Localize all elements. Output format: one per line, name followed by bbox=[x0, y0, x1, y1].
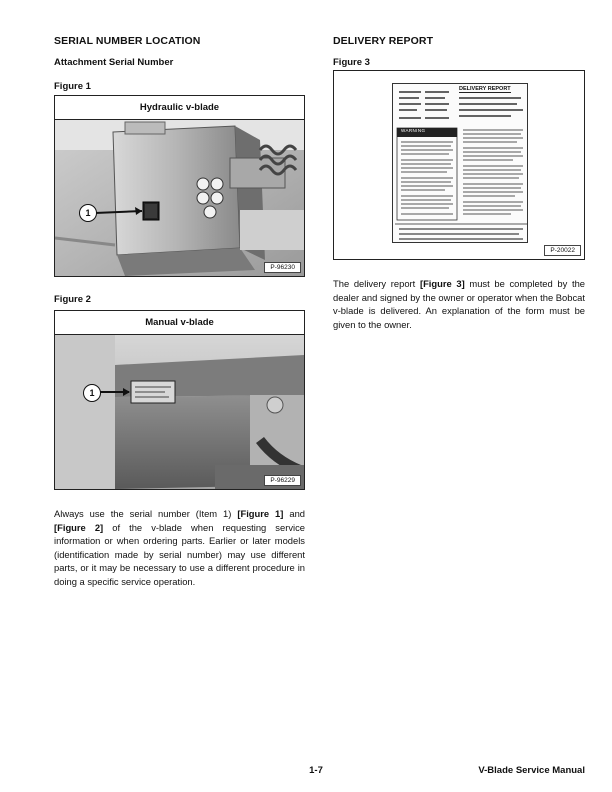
figure1-photo bbox=[55, 120, 304, 276]
delivery-report-form bbox=[392, 83, 528, 243]
figure2-callout: 1 bbox=[83, 384, 101, 402]
figure2-code: P-96229 bbox=[264, 475, 301, 486]
figure1-box bbox=[54, 95, 305, 277]
delivery-report-form-title: DELIVERY REPORT bbox=[459, 86, 511, 92]
figure3-label: Figure 3 bbox=[333, 57, 370, 68]
figure1-callout: 1 bbox=[79, 204, 97, 222]
figure1-title: Hydraulic v-blade bbox=[55, 96, 304, 120]
paragraph-text: and bbox=[283, 508, 305, 519]
paragraph-text: of the v-blade when requesting service information or when ordering parts. Earlier or later models (identification made by serial number) may use different parts, or it may be necessary to use a different procedure in doing a specific service operation. bbox=[54, 521, 305, 587]
serial-number-paragraph bbox=[54, 507, 305, 588]
paragraph-text: The delivery report bbox=[333, 278, 420, 289]
section-title-delivery-report: DELIVERY REPORT bbox=[333, 35, 434, 47]
figure3-reference: [Figure 3] bbox=[419, 278, 465, 289]
figure2-title: Manual v-blade bbox=[55, 311, 304, 335]
figure2-box bbox=[54, 310, 305, 490]
delivery-report-form-lines bbox=[393, 84, 529, 244]
figure1-label: Figure 1 bbox=[54, 81, 91, 92]
figure3-box bbox=[333, 70, 585, 260]
figure1-code: P-96230 bbox=[264, 262, 301, 273]
subtitle-attachment-serial: Attachment Serial Number bbox=[54, 57, 174, 68]
delivery-report-paragraph bbox=[333, 277, 585, 331]
figure2-reference: [Figure 2] bbox=[54, 521, 104, 533]
manual-title: V-Blade Service Manual bbox=[478, 765, 585, 776]
delivery-report-warning: WARNING bbox=[401, 128, 426, 133]
section-title-serial-number: SERIAL NUMBER LOCATION bbox=[54, 35, 201, 47]
figure2-photo bbox=[55, 335, 304, 489]
paragraph-text: must be completed by the dealer and signed by the owner or operator when the Bobcat v-blade is delivered. An explanation of the form must be given to the owner. bbox=[333, 278, 585, 330]
figure2-label: Figure 2 bbox=[54, 294, 91, 305]
figure3-code: P-20022 bbox=[544, 245, 581, 256]
figure1-reference: [Figure 1] bbox=[237, 508, 284, 519]
page-number: 1-7 bbox=[309, 765, 323, 776]
paragraph-text: Always use the serial number (Item 1) bbox=[54, 508, 238, 519]
